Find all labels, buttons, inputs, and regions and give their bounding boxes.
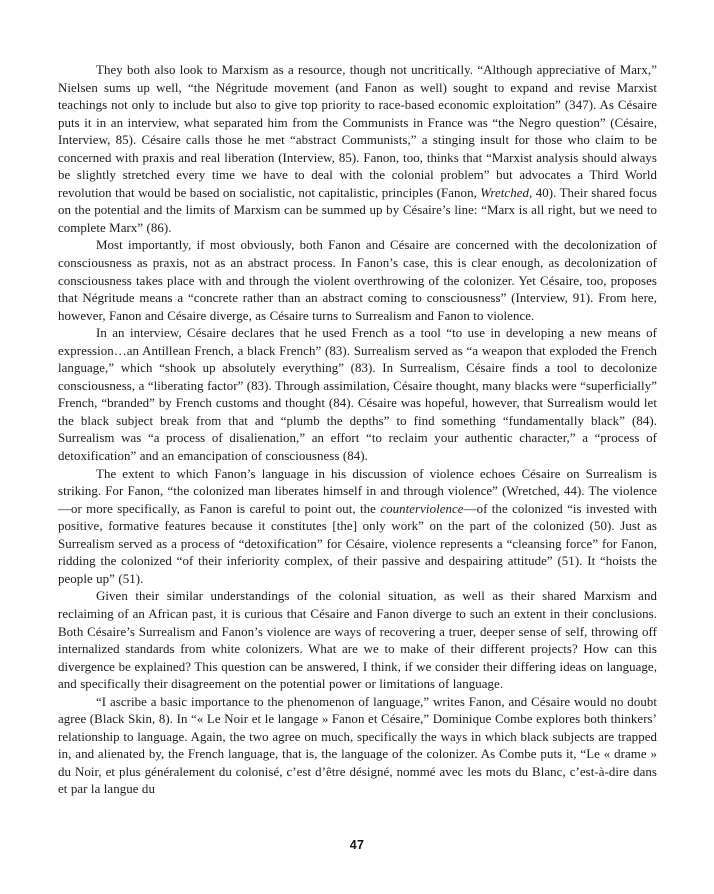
page-number: 47 [349,838,365,852]
paragraph-1-text: They both also look to Marxism as a resource, though not uncritically. “Although appreciative of Marx,” Nielsen sums up well, “the Négritude movement (and Fanon as well) sought to expand and revise Marxist teachings not only to include but also to give top priority to race-based economic exploitation” (347). As Césaire puts it in an interview, what separated him from the Communists in France was “the Negro question” (Césaire, Interview, 85). Césaire calls those he met “abstract Communists,” a stinging insult for those who claim to be concerned with praxis and real liberation (Interview, 85). Fanon, too, thinks that “Marxist analysis should always be slightly stretched every time we have to deal with the colonial problem” but advocates a Third World revolution that would be based on socialistic, not capitalistic, principles (Fanon, [58,63,657,200]
paragraph-1-italic-title: Wretched [480,185,530,200]
paragraph-4-text: The extent to which Fanon’s language in his discussion of violence echoes Césaire on Surrealism is striking. For Fanon, “the colonized man liberates himself in and through violence” (Wretched, 44). The violence—or more specifically, as Fanon is careful to point out, the [58,466,657,516]
paragraph-2 [58,237,657,325]
paragraph-3-text: In an interview, Césaire declares that he used French as a tool “to use in developing a new means of expression…an Antillean French, a black French” (83). Surrealism served as “a weapon that exploded the French language,” which “shook up absolutely everything” (83). In Surrealism, Césaire finds a tool to decolonize consciousness, a “liberating factor” (83). Through assimilation, Césaire thought, many blacks were “superficially” French, “branded” by French customs and thought (84). Césaire was hopeful, however, that Surrealism would let the black subject break from that and “plumb the depths” to find something “fundamentally black” (84). Surrealism was “a process of disalienation,” an effort “to reclaim your authentic character,” a “process of detoxification” and an emancipation of consciousness (84). [58,326,657,464]
body-text-block [58,62,657,799]
paragraph-6-text: “I ascribe a basic importance to the phenomenon of language,” writes Fanon, and Césaire would no doubt agree (Black Skin, 8). In “« Le Noir et le langage » Fanon et Césaire,” Dominique Combe explores both thinkers’ relationship to language. Again, the two agree on much, specifically the ways in which black subjects are trapped in, and alienated by, the French language, that is, the language of the colonizer. As Combe puts it, “Le « drame » du Noir, et plus généralement du colonisé, c’est d’être désigné, nommé avec les mots du Blanc, c’est-à-dire dans et par la langue du [58,694,657,797]
paragraph-1 [58,62,657,237]
paragraph-3 [58,325,657,465]
paragraph-2-text: Most importantly, if most obviously, both Fanon and Césaire are concerned with the decolonization of consciousness as praxis, not as an abstract process. In Fanon’s case, this is clear enough, as decolonization of consciousness takes place with and through the violent overthrowing of the colonizer. Yet Césaire, too, proposes that Négritude means a “concrete rather than an abstract coming to consciousness” (Interview, 91). From here, however, Fanon and Césaire diverge, as Césaire turns to Surrealism and Fanon to violence. [58,238,657,323]
paragraph-4 [58,466,657,589]
paragraph-4-tail: —of the colonized “is invested with positive, formative features because it constitutes [the] only work” on the part of the colonized (50). Just as Surrealism served as a process of “detoxification” for Césaire, violence represents a “cleansing force” for Fanon, ridding the colonized “of their inferiority complex, of their passive and despairing attitude” (51). It “hoists the people up” (51). [58,501,657,586]
paragraph-6 [58,694,657,799]
paragraph-4-italic-term: counterviolence [380,501,464,516]
paragraph-5-text: Given their similar understandings of the colonial situation, as well as their shared Marxism and reclaiming of an African past, it is curious that Césaire and Fanon diverge to such an extent in their conclusions. Both Césaire’s Surrealism and Fanon’s violence are ways of recovering a truer, deeper sense of self, throwing off internalized standards from white colonizers. What are we to make of their different projects? How can this divergence be explained? This question can be answered, I think, if we consider their differing ideas on language, and specifically their disagreement on the potential power or limitations of language. [58,589,657,692]
paragraph-1-tail: , 40). Their shared focus on the potential and the limits of Marxism can be summed up by Césaire’s line: “Marx is all right, but we need to complete Marx” (86). [58,185,657,235]
paragraph-5 [58,588,657,693]
